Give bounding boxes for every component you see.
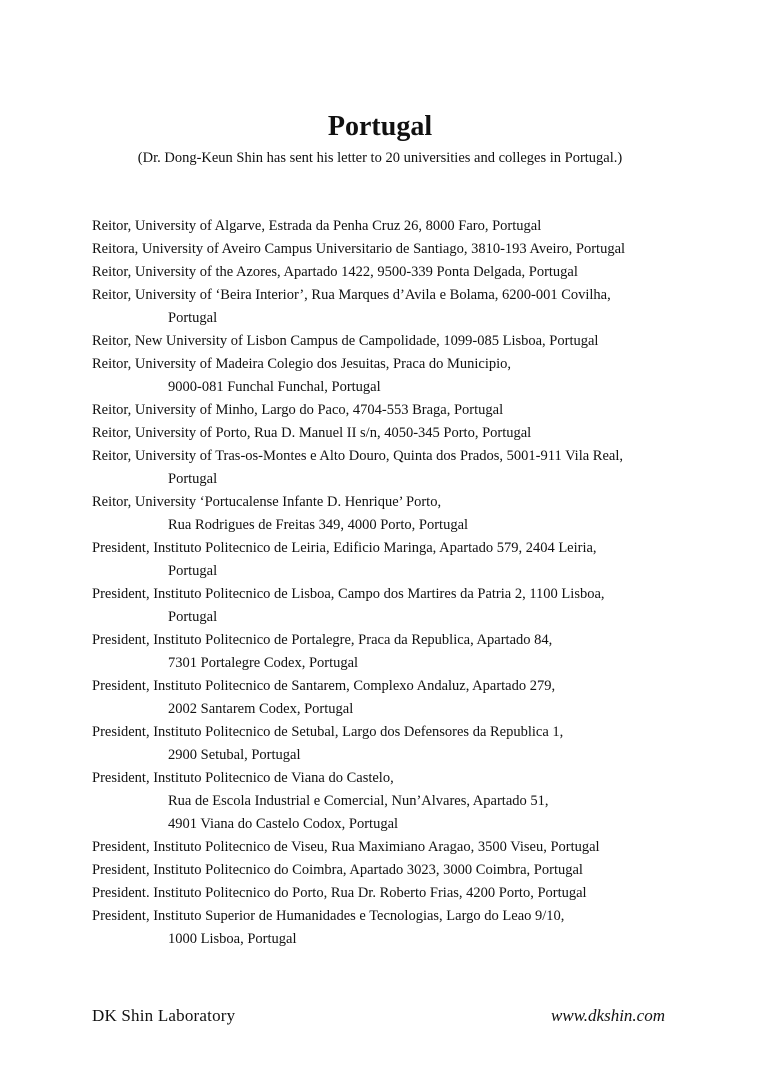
address-entry-line: Reitor, University of ‘Beira Interior’, Rua Marques d’Avila e Bolama, 6200-001 Covilha, (92, 287, 611, 303)
address-entry-continuation: Portugal (168, 471, 218, 487)
address-entry (92, 445, 732, 491)
address-entry (92, 859, 732, 882)
address-entry (92, 836, 732, 859)
address-entry (92, 422, 732, 445)
address-entry (92, 491, 732, 537)
address-entry-line: Reitor, University of Madeira Colegio dos Jesuitas, Praca do Municipio, (92, 356, 512, 372)
address-entry-continuation: 2900 Setubal, Portugal (168, 747, 301, 763)
address-entry-line: President. Instituto Politecnico do Porto, Rua Dr. Roberto Frias, 4200 Porto, Portugal (92, 885, 587, 901)
address-entry-line: President, Instituto Politecnico de Viana do Castelo, (92, 770, 394, 786)
address-entry-line: President, Instituto Superior de Humanidades e Tecnologias, Largo do Leao 9/10, (92, 908, 565, 924)
page-subtitle: (Dr. Dong-Keun Shin has sent his letter to 20 universities and colleges in Portugal.) (137, 150, 623, 166)
address-entry-continuation: 2002 Santarem Codex, Portugal (168, 701, 354, 717)
address-entry (92, 261, 732, 284)
address-entry (92, 284, 732, 330)
address-entry-line: Reitor, University of Algarve, Estrada da Penha Cruz 26, 8000 Faro, Portugal (92, 218, 542, 234)
address-entry (92, 215, 732, 238)
address-entry-line: President, Instituto Politecnico do Coimbra, Apartado 3023, 3000 Coimbra, Portugal (92, 862, 583, 878)
address-entry (92, 721, 732, 767)
address-entry-line: President, Instituto Politecnico de Leiria, Edificio Maringa, Apartado 579, 2404 Leiria, (92, 540, 597, 556)
footer-lab-name: DK Shin Laboratory (92, 1006, 236, 1025)
address-entry-continuation: Rua Rodrigues de Freitas 349, 4000 Porto, Portugal (168, 517, 469, 533)
address-entry (92, 629, 732, 675)
address-entry-line: President, Instituto Politecnico de Setubal, Largo dos Defensores da Republica 1, (92, 724, 564, 740)
address-entry (92, 238, 732, 261)
address-entry-continuation: Portugal (168, 609, 218, 625)
footer-website: www.dkshin.com (551, 1006, 665, 1025)
address-list (92, 215, 732, 951)
address-entry-continuation: 9000-081 Funchal Funchal, Portugal (168, 379, 381, 395)
address-entry (92, 675, 732, 721)
address-entry (92, 330, 732, 353)
address-entry-continuation: 4901 Viana do Castelo Codox, Portugal (168, 816, 399, 832)
address-entry (92, 399, 732, 422)
address-entry-line: Reitor, University of Porto, Rua D. Manuel II s/n, 4050-345 Porto, Portugal (92, 425, 532, 441)
address-entry (92, 353, 732, 399)
address-entry-line: President, Instituto Politecnico de Viseu, Rua Maximiano Aragao, 3500 Viseu, Portugal (92, 839, 600, 855)
address-entry-line: President, Instituto Politecnico de Santarem, Complexo Andaluz, Apartado 279, (92, 678, 556, 694)
address-entry-continuation: 7301 Portalegre Codex, Portugal (168, 655, 359, 671)
address-entry-line: Reitor, University of Tras-os-Montes e Alto Douro, Quinta dos Prados, 5001-911 Vila Real, (92, 448, 623, 464)
address-entry-line: President, Instituto Politecnico de Portalegre, Praca da Republica, Apartado 84, (92, 632, 553, 648)
address-entry (92, 767, 732, 836)
address-entry-line: Reitora, University of Aveiro Campus Universitario de Santiago, 3810-193 Aveiro, Portugal (92, 241, 626, 257)
address-entry-line: Reitor, University ‘Portucalense Infante D. Henrique’ Porto, (92, 494, 442, 510)
address-entry (92, 905, 732, 951)
address-entry-line: Reitor, New University of Lisbon Campus de Campolidade, 1099-085 Lisboa, Portugal (92, 333, 599, 349)
address-entry-continuation: Portugal (168, 563, 218, 579)
address-entry-continuation: 1000 Lisboa, Portugal (168, 931, 297, 947)
address-entry-line: Reitor, University of Minho, Largo do Paco, 4704-553 Braga, Portugal (92, 402, 504, 418)
address-entry-line: President, Instituto Politecnico de Lisboa, Campo dos Martires da Patria 2, 1100 Lisboa, (92, 586, 605, 602)
page-title: Portugal (327, 111, 433, 142)
address-entry (92, 583, 732, 629)
address-entry-line: Reitor, University of the Azores, Apartado 1422, 9500-339 Ponta Delgada, Portugal (92, 264, 578, 280)
address-entry-continuation: Portugal (168, 310, 218, 326)
address-entry-continuation: Rua de Escola Industrial e Comercial, Nun’Alvares, Apartado 51, (168, 793, 549, 809)
address-entry (92, 537, 732, 583)
address-entry (92, 882, 732, 905)
